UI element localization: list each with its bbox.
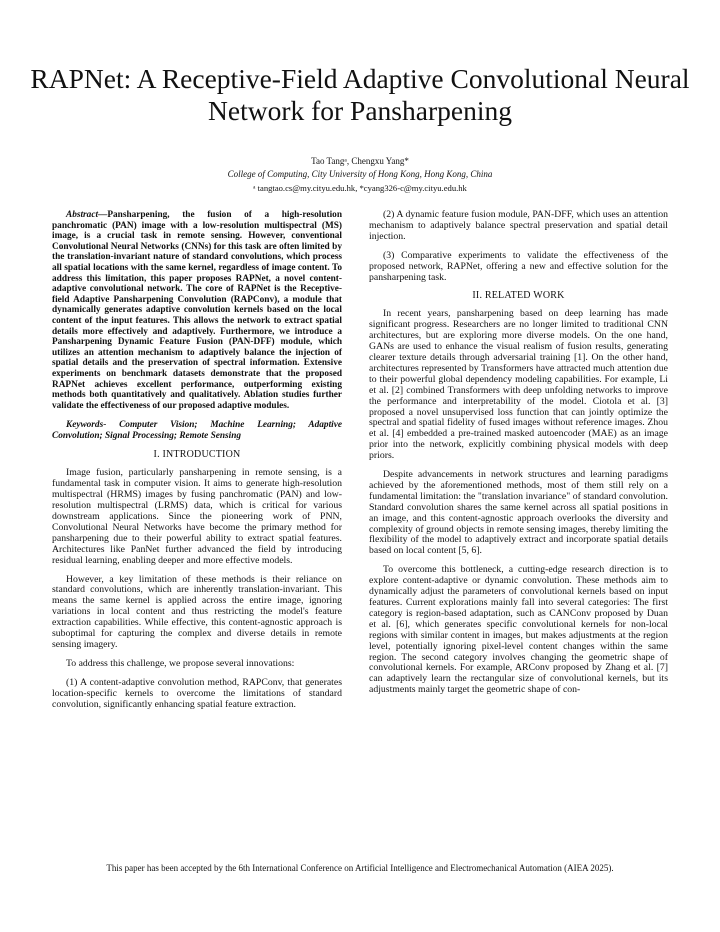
keywords: Keywords- Computer Vision; Machine Learning; Adaptive Convolution; Signal Processing; Remote Sensing [52,420,342,441]
abstract [52,210,342,411]
right-column [369,210,668,704]
related-paragraph-1: In recent years, pansharpening based on deep learning has made significant progress. Researchers are no longer limited to traditional CNN architectures, but are exploring more diverse models. On the one hand, GANs are used to enhance the visual realism of fusion results, generating clearer texture details through adversarial training [1]. On the other hand, architectures represented by Transformers have attracted much attention due to their powerful global dependency modeling capabilities. For example, Li et al. [2] combined Transformers with deep unfolding networks to improve the performance and interpretability of the model. Ciotola et al. [3] proposed a novel unsupervised loss function that can jointly optimize the spectral and spatial fidelity of fused images without reference images. Zhou et al. [4] embedded a pre-trained masked autoencoder (MAE) as an image prior into the network, explicitly combining physical models with deep priors. [369,308,668,462]
related-paragraph-3: To overcome this bottleneck, a cutting-edge research direction is to explore content-adaptive or dynamic convolution. These methods aim to dynamically adjust the parameters of convolutional kernels based on input features. Current explorations mainly fall into several categories: The first category is region-based adaptation, such as CANConv proposed by Duan et al. [6], which generates specific convolutional kernels for non-local regions with similar content in images, but makes adjustments at the region level, potentially ignoring pixel-level content changes within the same region. The second category involves changing the geometric shape of convolutional kernels. For example, ARConv proposed by Zhang et al. [7] can adaptively learn the rectangular size of convolutional kernels, but its adjustments mainly target the geometric shape of con- [369,564,668,696]
left-column [52,210,342,719]
intro-paragraph-3: To address this challenge, we propose several innovations: [66,657,295,669]
affiliation: College of Computing, City University of Hong Kong, Hong Kong, China [227,169,493,179]
paper-title: RAPNet: A Receptive-Field Adaptive Convolutional Neural Network for Pansharpening [30,63,690,126]
contribution-3: (3) Comparative experiments to validate the effectiveness of the proposed network, RAPNet, offering a new and effective solution for the pansharpening task. [369,249,668,283]
acceptance-note: This paper has been accepted by the 6th International Conference on Artificial Intelligence and Electromechanical Automation (AIEA 2025). [106,863,614,873]
contribution-2: (2) A dynamic feature fusion module, PAN-DFF, which uses an attention mechanism to adaptively balance spectral preservation and spatial detail injection. [369,209,668,242]
authors: Tao Tangᵃ, Chengxu Yang* [311,156,409,166]
intro-paragraph-1: Image fusion, particularly pansharpening in remote sensing, is a fundamental task in computer vision. It aims to generate high-resolution multispectral (HRMS) images by fusing panchromatic (PAN) and low-resolution multispectral (LRMS) data, which is critical for various downstream applications. Since the pioneering work of PNN, Convolutional Neural Networks have become the primary method for pansharpening due to their powerful ability to extract spatial features. Architectures like PanNet further advanced the field by introducing residual learning, enabling deeper and more effective models. [52,467,342,566]
section-heading-related-work: II. RELATED WORK [472,290,565,302]
related-paragraph-2: Despite advancements in network structures and learning paradigms achieved by the aforementioned methods, most of them still rely on a fundamental limitation: the "translation invariance" of standard convolution. Standard convolution shares the same kernel across all spatial positions in an image, and this content-agnostic approach overlooks the diversity and complexity of ground objects in remote sensing images, thereby limiting the flexibility of the model to adaptively extract and incorporate spatial details based on local content [5, 6]. [369,469,668,557]
abstract-label: Abstract [66,210,99,220]
abstract-text: —Pansharpening, the fusion of a high-resolution panchromatic (PAN) image with a low-resolution multispectral (MS) image, is a crucial task in remote sensing. However, conventional Convolutional Neural Networks (CNNs) for this task are often limited by the translation-invariant nature of standard convolutions, which process all spatial locations with the same kernel, regardless of image content. To address this limitation, this paper proposes RAPNet, a novel content-adaptive convolutional network. The core of RAPNet is the Receptive-field Adaptive Pansharpening Convolution (RAPConv), a module that dynamically generates adaptive convolution kernels based on the local content of the input features. This allows the network to extract spatial details more effectively and adaptively. Furthermore, we introduce a Pansharpening Dynamic Feature Fusion (PAN-DFF) module, which utilizes an attention mechanism to adaptively balance the injection of spatial details and the preservation of spectral information. Extensive experiments on benchmark datasets demonstrate that the proposed RAPNet achieves excellent performance, outperforming existing methods both quantitatively and qualitatively. Ablation studies further validate the effectiveness of our proposed adaptive modules. [52,210,342,411]
section-heading-introduction: I. INTRODUCTION [153,449,241,461]
intro-paragraph-4: (1) A content-adaptive convolution method, RAPConv, that generates location-specific kernels to overcome the limitations of standard convolution, significantly enhancing spatial feature extraction. [52,676,342,710]
author-emails: ᵃ tangtao.cs@my.cityu.edu.hk, *cyang326-c@my.cityu.edu.hk [253,183,467,193]
intro-paragraph-2: However, a key limitation of these methods is their reliance on standard convolutions, which are inherently translation-invariant. This means the same kernel is applied across the entire image, ignoring variations in local content and thus restricting the model's feature extraction capabilities. While effective, this content-agnostic approach is suboptimal for capturing the complex and diverse details in remote sensing imagery. [52,573,342,650]
